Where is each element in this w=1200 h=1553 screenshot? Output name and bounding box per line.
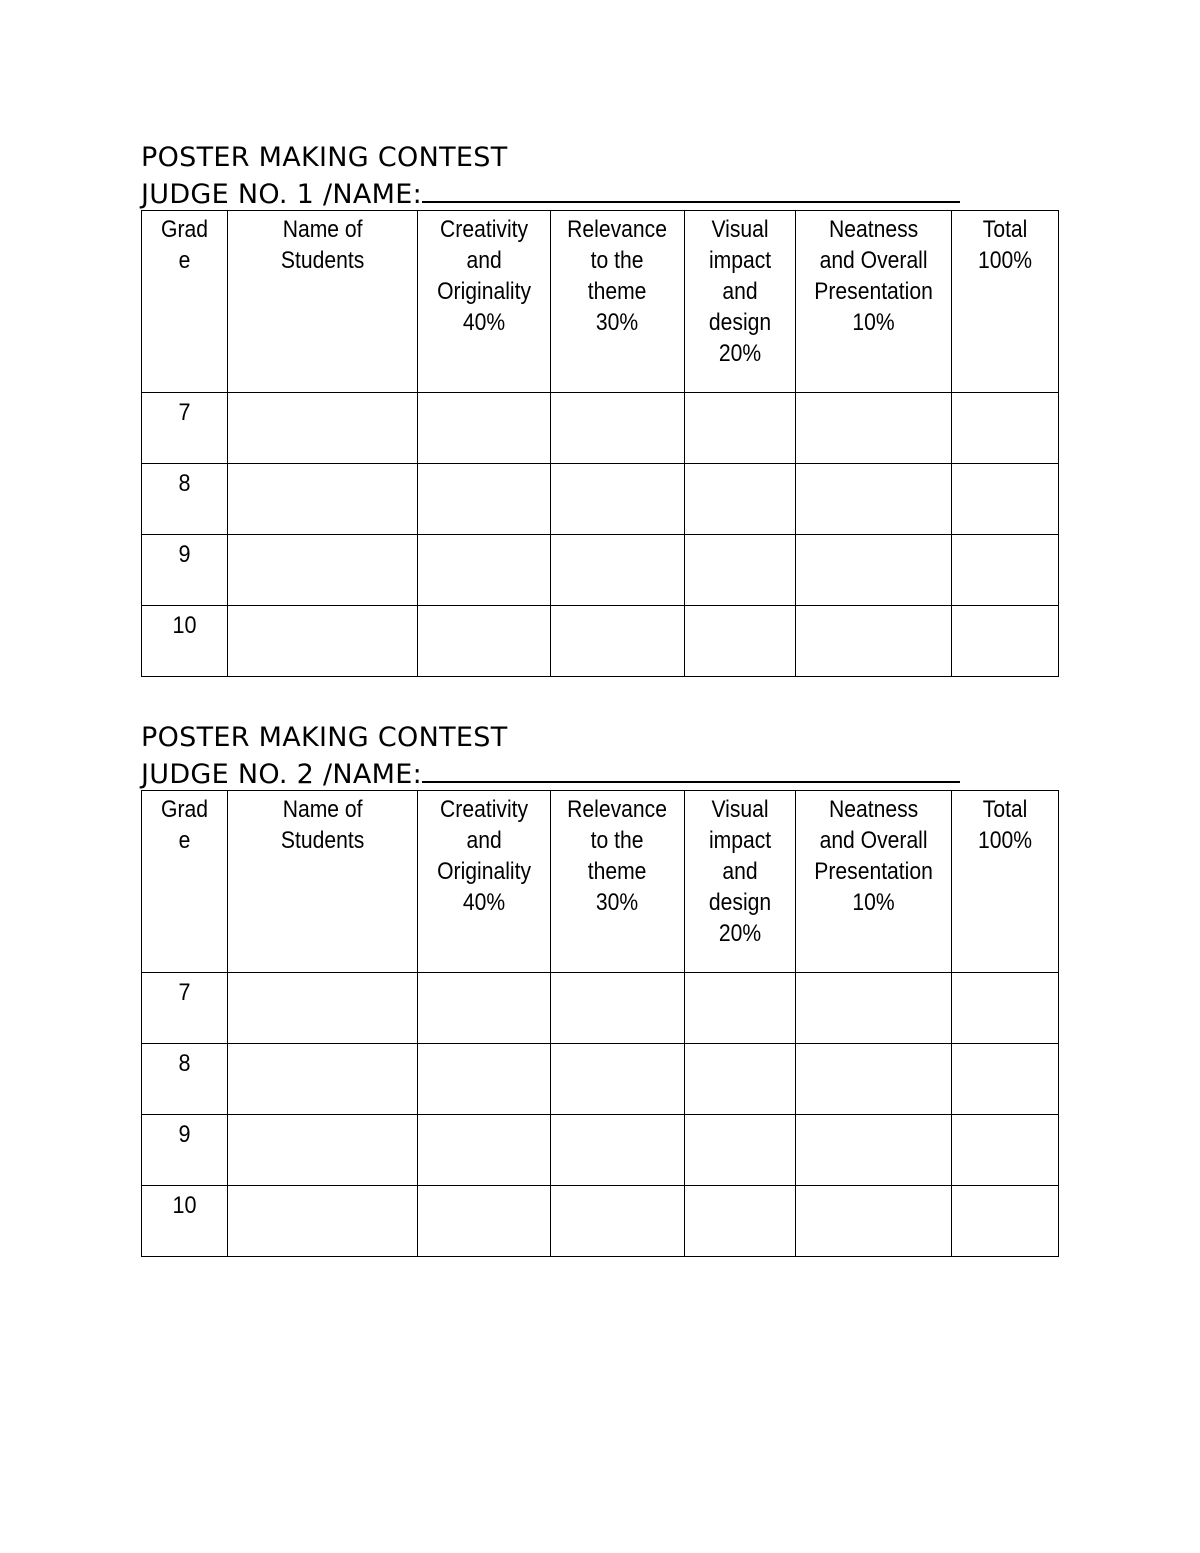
header-label: Relevance to the theme 30% [567,796,668,916]
judge-1-form [141,140,1059,677]
total-score-cell[interactable] [951,1044,1058,1115]
header-grade [142,791,228,973]
score-table-wrapper [141,790,1059,1257]
header-label: Visual impact and design 20% [708,796,771,947]
header-total [951,791,1058,973]
student-name-cell[interactable] [228,535,418,606]
score-table-wrapper [141,210,1059,677]
grade-value: 9 [178,1121,191,1148]
neatness-score-cell[interactable] [795,1044,951,1115]
table-header-row [142,211,1059,393]
judge-name-line [141,175,1059,210]
total-score-cell[interactable] [951,535,1058,606]
relevance-score-cell[interactable] [551,1115,684,1186]
grade-value: 10 [172,1192,197,1219]
table-row [142,1115,1059,1186]
table-row [142,1044,1059,1115]
student-name-cell[interactable] [228,1044,418,1115]
table-row [142,393,1059,464]
creativity-score-cell[interactable] [418,535,551,606]
grade-value: 8 [178,1050,191,1077]
table-row [142,1186,1059,1257]
visual-score-cell[interactable] [684,1186,795,1257]
judge-name-line [141,755,1059,790]
creativity-score-cell[interactable] [418,606,551,677]
header-label: Neatness and Overall Presentation 10% [813,216,933,336]
table-header-row [142,791,1059,973]
header-creativity [418,791,551,973]
table-row [142,535,1059,606]
table-row [142,973,1059,1044]
grade-cell [142,393,228,464]
header-creativity [418,211,551,393]
grade-cell [142,464,228,535]
grade-value: 7 [178,979,191,1006]
grade-cell [142,606,228,677]
grade-value: 8 [178,470,191,497]
student-name-cell[interactable] [228,1115,418,1186]
judge-label: JUDGE NO. 2 /NAME: [141,759,422,790]
creativity-score-cell[interactable] [418,464,551,535]
neatness-score-cell[interactable] [795,535,951,606]
creativity-score-cell[interactable] [418,1186,551,1257]
table-row [142,464,1059,535]
creativity-score-cell[interactable] [418,393,551,464]
student-name-cell[interactable] [228,1186,418,1257]
student-name-cell[interactable] [228,973,418,1044]
header-label: Name of Students [281,796,365,854]
grade-value: 9 [178,541,191,568]
visual-score-cell[interactable] [684,1115,795,1186]
student-name-cell[interactable] [228,464,418,535]
contest-title: POSTER MAKING CONTEST [141,142,508,173]
grade-cell [142,1186,228,1257]
judge-2-form [141,720,1059,1257]
grade-cell [142,1115,228,1186]
header-name-of-students [228,211,418,393]
header-label: Total 100% [977,216,1032,274]
header-neatness [795,791,951,973]
header-label: Creativity and Originality 40% [437,216,532,336]
visual-score-cell[interactable] [684,973,795,1044]
score-table [141,790,1059,1257]
relevance-score-cell[interactable] [551,1044,684,1115]
visual-score-cell[interactable] [684,393,795,464]
student-name-cell[interactable] [228,606,418,677]
creativity-score-cell[interactable] [418,1115,551,1186]
header-label: Relevance to the theme 30% [567,216,668,336]
header-label: Name of Students [281,216,365,274]
score-table [141,210,1059,677]
judge-label: JUDGE NO. 1 /NAME: [141,179,422,210]
grade-cell [142,973,228,1044]
total-score-cell[interactable] [951,393,1058,464]
relevance-score-cell[interactable] [551,464,684,535]
neatness-score-cell[interactable] [795,393,951,464]
relevance-score-cell[interactable] [551,606,684,677]
neatness-score-cell[interactable] [795,1186,951,1257]
neatness-score-cell[interactable] [795,973,951,1044]
judge-name-blank[interactable] [422,175,960,203]
header-total [951,211,1058,393]
relevance-score-cell[interactable] [551,535,684,606]
total-score-cell[interactable] [951,606,1058,677]
header-name-of-students [228,791,418,973]
total-score-cell[interactable] [951,1115,1058,1186]
header-label: Grad e [161,216,209,274]
table-row [142,606,1059,677]
neatness-score-cell[interactable] [795,1115,951,1186]
total-score-cell[interactable] [951,1186,1058,1257]
header-label: Grad e [161,796,209,854]
creativity-score-cell[interactable] [418,1044,551,1115]
header-neatness [795,211,951,393]
judge-name-blank[interactable] [422,755,960,783]
visual-score-cell[interactable] [684,606,795,677]
grade-cell [142,1044,228,1115]
visual-score-cell[interactable] [684,1044,795,1115]
header-relevance [551,211,684,393]
header-label: Creativity and Originality 40% [437,796,532,916]
grade-value: 10 [172,612,197,639]
header-visual-impact [684,791,795,973]
header-label: Visual impact and design 20% [708,216,771,367]
header-relevance [551,791,684,973]
student-name-cell[interactable] [228,393,418,464]
header-grade [142,211,228,393]
header-label: Total 100% [977,796,1032,854]
header-visual-impact [684,211,795,393]
neatness-score-cell[interactable] [795,606,951,677]
relevance-score-cell[interactable] [551,973,684,1044]
contest-title: POSTER MAKING CONTEST [141,722,508,753]
neatness-score-cell[interactable] [795,464,951,535]
relevance-score-cell[interactable] [551,1186,684,1257]
total-score-cell[interactable] [951,464,1058,535]
visual-score-cell[interactable] [684,535,795,606]
grade-cell [142,535,228,606]
grade-value: 7 [178,399,191,426]
total-score-cell[interactable] [951,973,1058,1044]
relevance-score-cell[interactable] [551,393,684,464]
creativity-score-cell[interactable] [418,973,551,1044]
header-label: Neatness and Overall Presentation 10% [813,796,933,916]
visual-score-cell[interactable] [684,464,795,535]
